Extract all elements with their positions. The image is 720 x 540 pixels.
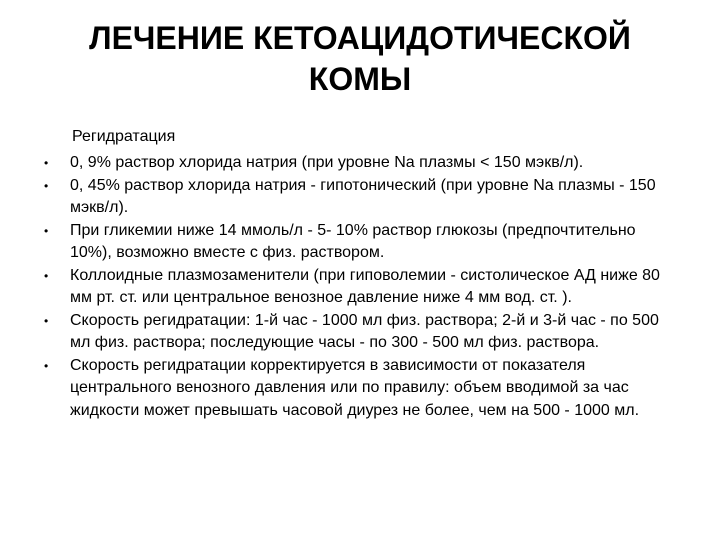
bullet-icon: • [44, 223, 49, 238]
title-line-1: ЛЕЧЕНИЕ КЕТОАЦИДОТИЧЕСКОЙ [89, 20, 631, 56]
slide-title [40, 18, 680, 100]
title-line-2: КОМЫ [308, 61, 412, 97]
bullet-icon: • [44, 358, 49, 373]
bullet-icon: • [44, 178, 49, 193]
bullet-icon: • [44, 313, 49, 328]
bullet-list [20, 152, 680, 422]
list-item [20, 175, 680, 220]
list-item-text: Скорость регидратации: 1-й час - 1000 мл физ. раствора; 2-й и 3-й час - по 500 мл физ. раствора; последующие часы - по 300 - 500 мл физ. раствора. [70, 311, 659, 351]
list-item [20, 220, 680, 265]
list-item-text: При гликемии ниже 14 ммоль/л - 5- 10% раствор глюкозы (предпочтительно 10%), возможно вместе с физ. раствором. [70, 221, 636, 261]
list-item-text: Коллоидные плазмозаменители (при гиповолемии - систолическое АД ниже 80 мм рт. ст. или центральное венозное давление ниже 4 мм вод. ст. ). [70, 266, 660, 306]
list-item [20, 310, 680, 355]
list-item-text: Скорость регидратации корректируется в зависимости от показателя центрального венозного давления или по правилу: объем вводимой за час жидкости может превышать часовой диурез не более, чем на 500 - 1000 мл. [70, 356, 640, 419]
list-item [20, 152, 680, 175]
list-item-text: 0, 9% раствор хлорида натрия (при уровне Na плазмы < 150 мэкв/л). [70, 154, 584, 171]
list-item [20, 265, 680, 310]
list-item [20, 355, 680, 423]
list-item-text: 0, 45% раствор хлорида натрия - гипотонический (при уровне Na плазмы - 150 мэкв/л). [70, 176, 656, 216]
bullet-icon: • [44, 156, 49, 170]
subheading-rehydration: Регидратация [72, 128, 176, 145]
bullet-icon: • [44, 268, 49, 283]
